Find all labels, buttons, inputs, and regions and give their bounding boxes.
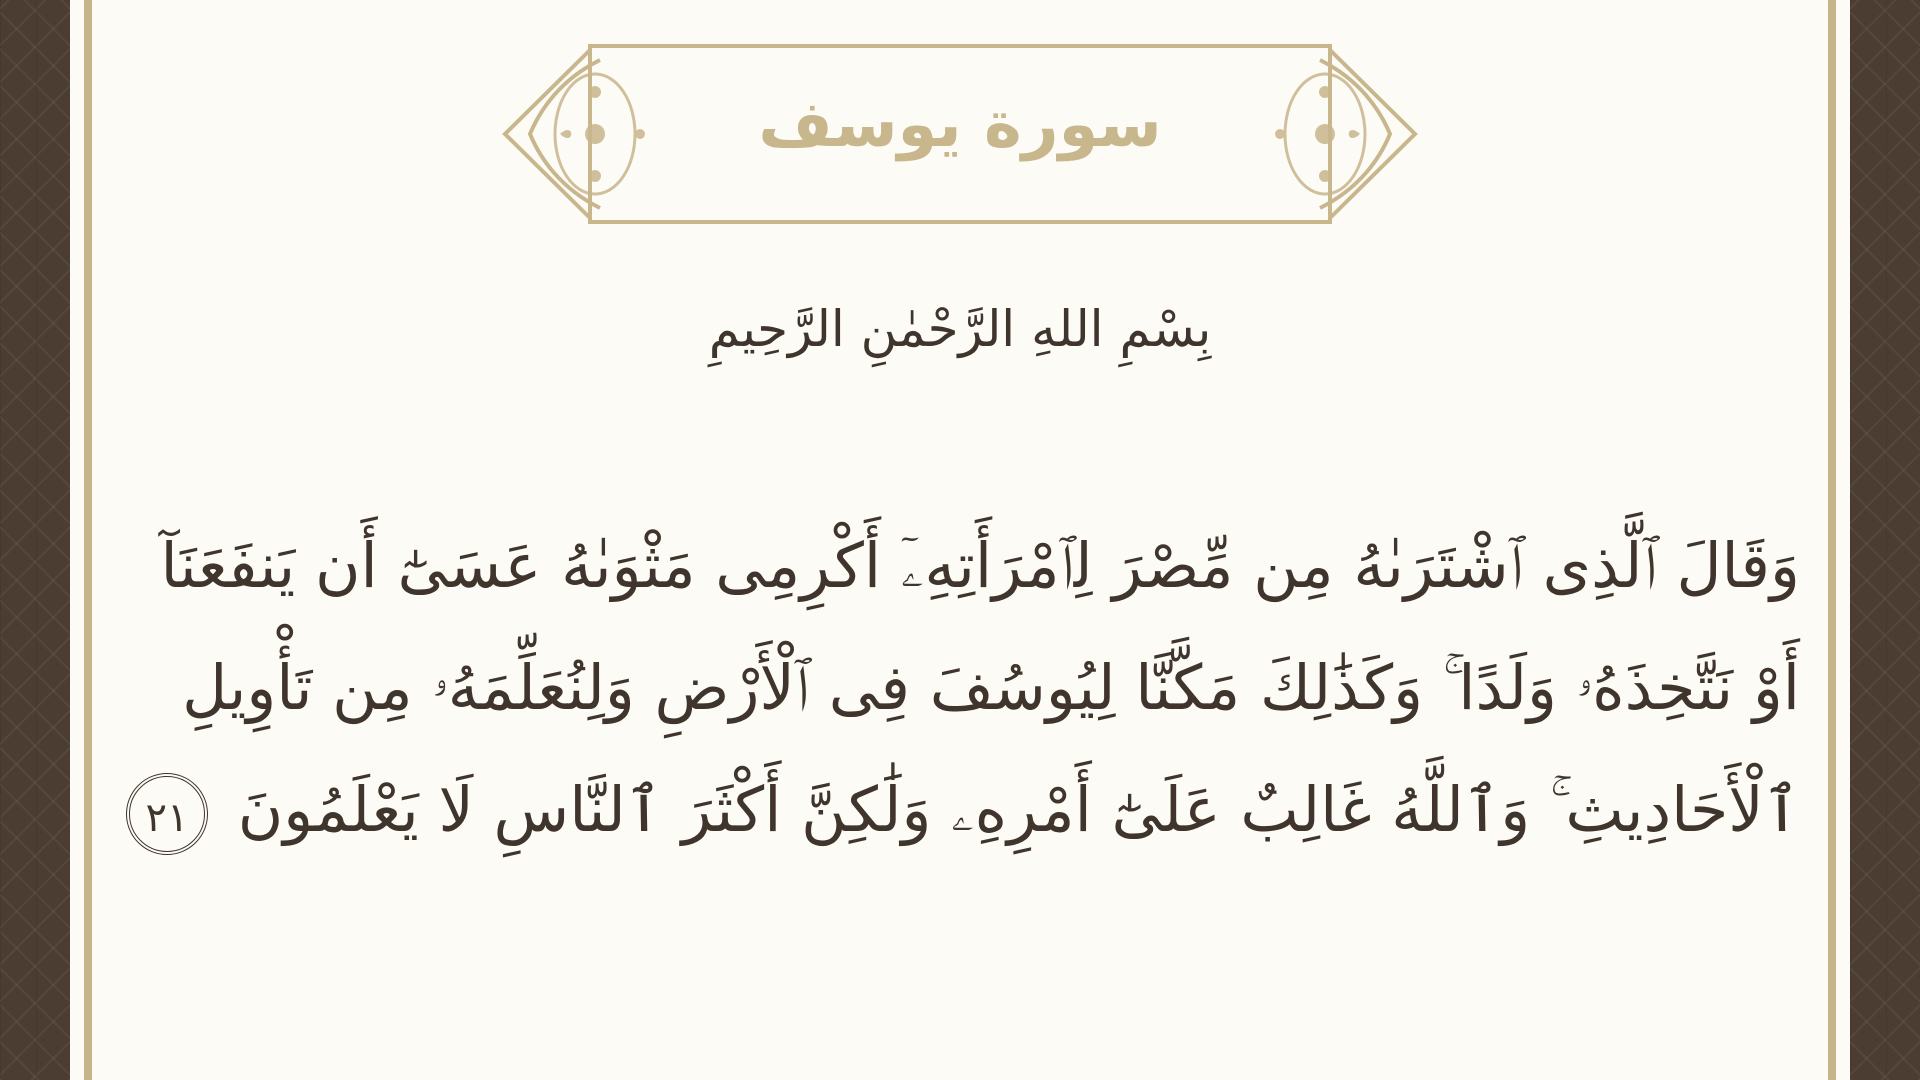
right-gold-rule: [1828, 0, 1836, 1080]
ayah-text-block: [145, 505, 1800, 871]
left-ornamental-border: [0, 0, 70, 1080]
ayah-line-1: وَقَالَ ٱلَّذِى ٱشْتَرَىٰهُ مِن مِّصْرَ لِٱمْرَأَتِهِۦٓ أَكْرِمِى مَثْوَىٰهُ عَسَىٰٓ أَن يَنفَعَنَآ: [160, 529, 1800, 602]
ayah-line-3: [145, 749, 1800, 871]
ayah-line-3-text: ٱلْأَحَادِيثِ ۚ وَٱللَّهُ غَالِبٌ عَلَىٰٓ أَمْرِهِۦ وَلَٰكِنَّ أَكْثَرَ ٱلنَّاسِ لَا يَعْلَمُونَ: [237, 773, 1800, 846]
ayah-number-marker: ٢١: [126, 773, 208, 855]
basmala: بِسْمِ اللهِ الرَّحْمٰنِ الرَّحِيمِ: [708, 300, 1212, 358]
right-ornamental-border: [1850, 0, 1920, 1080]
right-paper-edge: [1836, 0, 1850, 1080]
surah-title: سورة يوسف: [758, 88, 1162, 162]
left-gold-rule: [84, 0, 92, 1080]
left-paper-edge: [70, 0, 84, 1080]
ayah-line-2: أَوْ نَتَّخِذَهُۥ وَلَدًا ۚ وَكَذَٰلِكَ مَكَّنَّا لِيُوسُفَ فِى ٱلْأَرْضِ وَلِنُعَلِّمَهُۥ مِن تَأْوِيلِ: [182, 651, 1800, 724]
surah-header-cartouche: [500, 40, 1420, 230]
